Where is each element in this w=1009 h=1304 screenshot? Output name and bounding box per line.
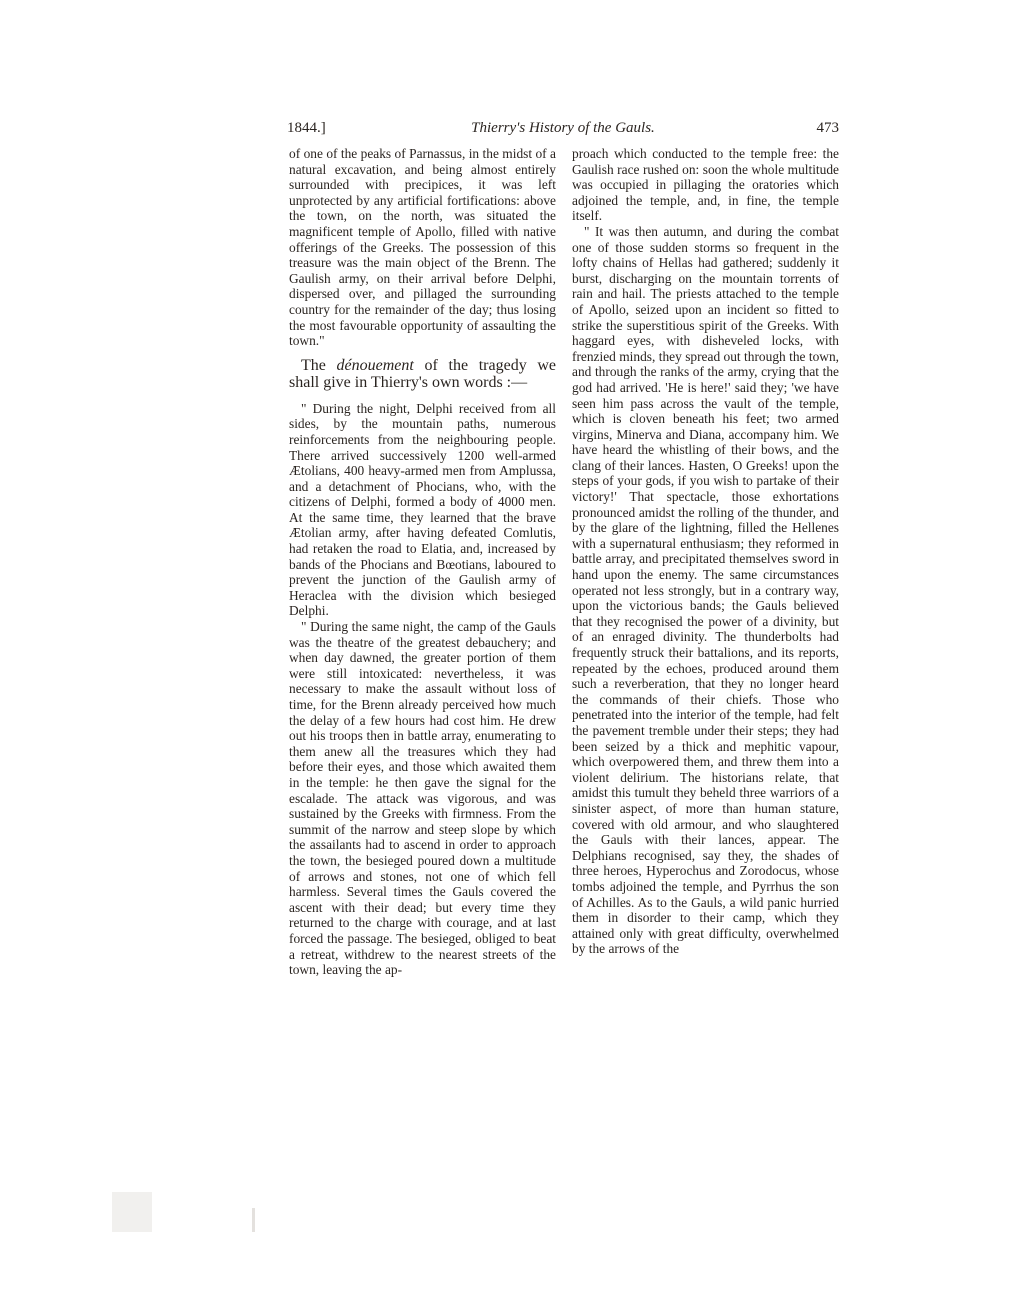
left-paragraph-1: of one of the peaks of Parnassus, in the midst of a natural excavation, and being almost entirely surrounded with precipices, it was left unprotected by any artificial fortifications: above the town, on the north, was situated the magnificent temple of Apollo, filled with native offerings of the Greeks. The possession of this treasure was the main object of the Brenn. The Gaulish army, on their arrival before Delphi, dispersed over, and pillaged the surrounding country for the remainder of the day; thus losing the most favourable opportunity of assaulting the town." (289, 146, 556, 349)
right-paragraph-2: " It was then autumn, and during the combat one of those sudden storms so frequent in the lofty chains of Hellas had gathered; suddenly it burst, discharging on the mountain torrents of rain and hail. The priests attached to the temple of Apollo, seized upon an incident so fitted to strike the superstitious spirit of the Greeks. With haggard eyes, with disheveled locks, with frenzied minds, they spread out through the town, and through the ranks of the army, crying that the god had arrived. 'He is here!' said they; 'we have seen him pass across the vault of the temple, which is cloven beneath his feet; two armed virgins, Minerva and Diana, accompany him. We have heard the whistling of their bows, and the clang of their lances. Hasten, O Greeks! upon the steps of your gods, if you wish to partake of their victory!' That spectacle, those exhortations pronounced amidst the rolling of the thunder, and by the glare of the lightning, filled the Hellenes with a supernatural enthusiasm; they reformed in battle array, and precipitated themselves sword in hand upon the enemy. The same circumstances operated not less strongly, but in a contrary way, upon the victorious bands; the Gauls believed that they recognised the power of a divinity, but of an enraged divinity. The thunderbolts had frequently struck their battalions, and its reports, repeated by the echoes, produced around them such a reverberation, that they no longer heard the commands of their chiefs. Those who penetrated into the interior of the temple, had felt the pavement tremble under their steps; they had been seized by a thick and mephitic vapour, which overpowered them, and threw them into a violent delirium. The historians relate, that amidst this tumult they beheld three warriors of a sinister aspect, of more than human stature, covered with old armour, and who slaughtered the Gauls with their lances, appear. The Delphians recognised, say they, the shades of three heroes, Hyperochus and Zorodocus, whose tombs adjoined the temple, and Pyrrhus the son of Achilles. As to the Gauls, a wild panic hurried them in disorder to their camp, which they attained only with great difficulty, overwhelmed by the arrows of the (572, 223, 839, 957)
denouement-italic: dénouement (336, 356, 414, 374)
scan-smudge (112, 1192, 152, 1232)
page-number: 473 (816, 120, 839, 136)
left-paragraph-2: The dénouement of the tragedy we shall give in Thierry's own words :— (289, 356, 557, 391)
right-column (572, 146, 839, 957)
left-paragraph-3: " During the night, Delphi received from all sides, by the mountain paths, numerous reinforcements from the neighbouring people. There arrived successively 1200 well-armed Ætolians, 400 heavy-armed men from Amplussa, and a detachment of Phocians, who, with the citizens of Delphi, formed a body of 4000 men. At the same time, they learned that the brave Ætolian army, after having defeated Comlutis, had retaken the road to Elatia, and, increased by bands of the Phocians and Bœotians, laboured to prevent the junction of the Gaulish army of Heraclea with the division which besieged Delphi. (289, 400, 556, 619)
running-title: Thierry's History of the Gauls. (471, 120, 655, 136)
running-header (287, 120, 839, 142)
left-paragraph-4: " During the same night, the camp of the Gauls was the theatre of the greatest debauchery; and when day dawned, the greater portion of them were still intoxicated: nevertheless, it was necessary to make the assault without loss of time, for the Brenn already perceived how much the delay of a few hours had cost him. He drew out his troops then in battle array, enumerating to them anew all the treasures which they had before their eyes, and those which awaited them in the temple: he then gave the signal for the escalade. The attack was vigorous, and was sustained by the Greeks with firmness. From the summit of the narrow and steep slope by which the assailants had to ascend in order to approach the town, the besieged poured down a multitude of arrows and stones, not one of which fell harmless. Several times the Gauls covered the ascent with their dead; but every time they returned to the charge with courage, and at last forced the passage. The besieged, obliged to beat a retreat, withdrew to the nearest streets of the town, leaving the ap- (289, 619, 556, 978)
year-label: 1844.] (287, 120, 326, 136)
left-column (289, 146, 556, 978)
right-paragraph-1: proach which conducted to the temple free: the Gaulish race rushed on: soon the whole multitude was occupied in pillaging the oratories which adjoined the temple, and, in fine, the temple itself. (572, 146, 839, 224)
scan-mark (252, 1208, 255, 1232)
